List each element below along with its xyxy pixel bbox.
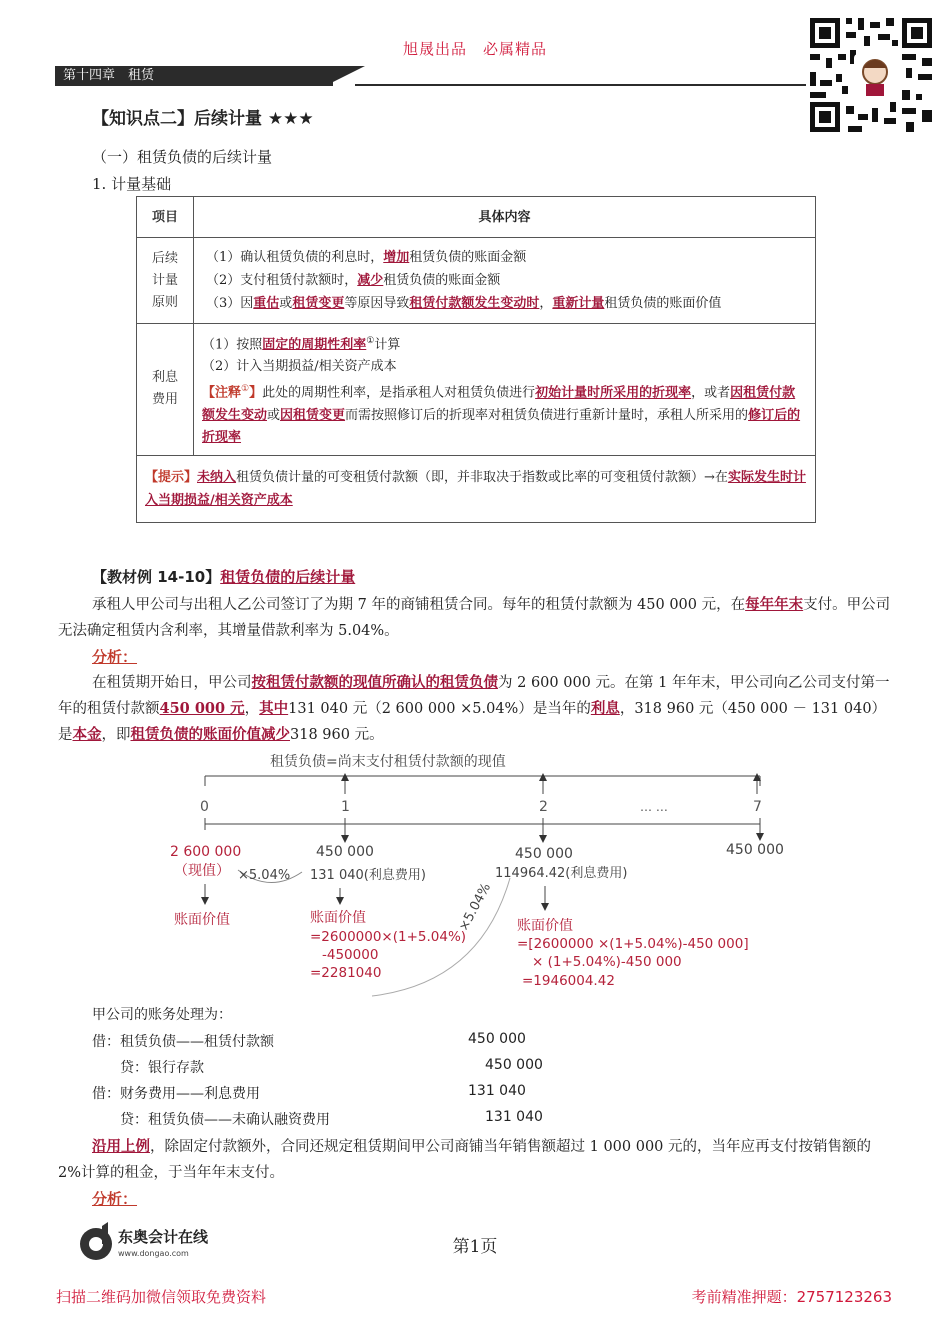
journal-entry-2: 贷：银行存款 xyxy=(120,1060,204,1076)
logo-url: www.dongao.com xyxy=(118,1249,189,1258)
header-slogan: 旭晟出品 必属精品 xyxy=(402,40,547,58)
row-content-principle xyxy=(194,238,816,324)
payment-year-7: 450 000 xyxy=(726,842,784,858)
lease-liability-timeline xyxy=(150,748,810,1000)
rate-label-2: ×5.04% xyxy=(456,880,495,934)
interest-line-2: （2）计入当期损益/相关资产成本 xyxy=(202,359,397,375)
measurement-basis-table xyxy=(136,196,816,523)
example-title: 【教材例 14-10】租赁负债的后续计量 xyxy=(92,568,356,586)
journal-amount-2: 450 000 xyxy=(485,1057,543,1073)
journal-amount-4: 131 040 xyxy=(485,1109,543,1125)
payment-year-2: 450 000 xyxy=(515,846,573,862)
journal-amount-3: 131 040 xyxy=(468,1083,526,1099)
journal-entry-4: 贷：租赁负债——未确认融资费用 xyxy=(120,1112,330,1128)
book-value-2-line-2: × (1+5.04%)-450 000 xyxy=(532,954,682,970)
tip-content: 【提示】未纳入租赁负债计量的可变租赁付款额（即，并非取决于指数或比率的可变租赁付款额）→在实际发生时计入当期损益/相关资产成本 xyxy=(137,455,816,522)
rate-label-1: ×5.04% xyxy=(238,868,291,883)
journal-amount-1: 450 000 xyxy=(468,1031,526,1047)
journal-intro: 甲公司的账务处理为： xyxy=(92,1007,232,1023)
principle-line-2: （2）支付租赁付款额时，减少租赁负债的账面金额 xyxy=(206,273,501,288)
book-value-1-line-2: -450000 xyxy=(322,947,379,963)
book-value-2-line-3: =1946004.42 xyxy=(522,973,615,989)
row-content-interest xyxy=(194,324,816,456)
table-row xyxy=(137,324,816,456)
book-value-1-title: 账面价值 xyxy=(310,910,366,926)
present-value: 2 600 000 xyxy=(170,844,242,860)
chapter-bar-line xyxy=(355,84,807,86)
chapter-bar-wedge xyxy=(325,66,365,86)
analysis-label: 分析： xyxy=(92,648,138,666)
page-number: 第1页 xyxy=(452,1237,498,1257)
timeline-top-label: 租赁负债=尚末支付租赁付款额的现值 xyxy=(270,754,506,770)
knowledge-point-title: 【知识点二】后续计量 ★★★ xyxy=(92,109,314,129)
footer-contact: 考前精准押题：2757123263 xyxy=(691,1288,892,1306)
logo-name: 东奥会计在线 xyxy=(118,1228,209,1246)
journal-entry-1: 借：租赁负债——租赁付款额 xyxy=(92,1034,274,1050)
interest-line-1: （1）按照固定的周期性利率①计算 xyxy=(202,336,401,353)
followup-paragraph: 沿用上例，除固定付款额外，合同还规定租赁期间甲公司商铺当年销售额超过 1 000 000 元的，当年应再支付按销售额的 2%计算的租金，于当年年末支付。 xyxy=(58,1138,872,1181)
table-row-tip xyxy=(137,455,816,522)
principle-line-1: （1）确认租赁负债的利息时，增加租赁负债的账面金额 xyxy=(206,250,527,265)
book-value-2-line-1: =[2600000 ×(1+5.04%)-450 000] xyxy=(517,936,749,952)
tick-label-1: 1 xyxy=(341,799,350,815)
table-header-row xyxy=(137,197,816,238)
payment-year-1: 450 000 xyxy=(316,844,374,860)
followup-analysis-label: 分析： xyxy=(92,1190,138,1208)
tick-label-2: 2 xyxy=(539,799,548,815)
row-label-principle: 后续计量原则 xyxy=(137,238,194,324)
tick-label-dots: … … xyxy=(640,800,668,814)
table-row xyxy=(137,238,816,324)
interest-note: 【注释①】此处的周期性利率，是指承租人对租赁负债进行初始计量时所采用的折现率，或者因租赁付款额发生变动或因租赁变更而需按照修订后的折现率对租赁负债进行重新计量时，承租人所采用的修订后的折现率 xyxy=(202,384,801,445)
interest-year-1: 131 040(利息费用) xyxy=(310,868,426,883)
qr-code xyxy=(806,14,936,136)
tick-label-0: 0 xyxy=(200,799,209,815)
subsection-heading: （一）租赁负债的后续计量 xyxy=(92,148,273,166)
table-header-item: 项目 xyxy=(137,197,194,238)
example-paragraph-2: 在租赁期开始日，甲公司按租赁付款额的现值所确认的租赁负债为 2 600 000 元。在第 1 年年末，甲公司向乙公司支付第一年的租赁付款额450 000 元，其中131 040 元（2 600 000 ×5.04%）是当年的利息，318 960 元（450 000 － 131 040）是本金，即租赁负债的账面价值减少318 960 元。 xyxy=(58,674,890,743)
footer-qr-promo: 扫描二维码加微信领取免费资料 xyxy=(56,1288,267,1306)
example-paragraph-1: 承租人甲公司与出租人乙公司签订了为期 7 年的商铺租赁合同。每年的租赁付款额为 450 000 元，在每年年末支付。甲公司无法确定租赁内含利率，其增量借款利率为 5.04%。 xyxy=(58,596,891,639)
subsubsection-heading: 1. 计量基础 xyxy=(92,175,172,193)
present-value-note: （现值） xyxy=(174,863,230,879)
book-value-2-title: 账面价值 xyxy=(517,918,573,934)
tick-label-7: 7 xyxy=(753,799,762,815)
book-value-1-line-1: =2600000×(1+5.04%) xyxy=(310,929,467,945)
chapter-title: 第十四章 租赁 xyxy=(55,66,333,86)
row-label-interest: 利息费用 xyxy=(137,324,194,456)
principle-line-3: （3）因重估或租赁变更等原因导致租赁付款额发生变动时，重新计量租赁负债的账面价值 xyxy=(206,296,722,311)
book-value-1-line-3: =2281040 xyxy=(310,965,382,981)
book-value-0: 账面价值 xyxy=(174,912,230,928)
journal-entry-3: 借：财务费用——利息费用 xyxy=(92,1086,260,1102)
table-header-content: 具体内容 xyxy=(194,197,816,238)
chapter-bar xyxy=(55,66,807,86)
interest-year-2: 114964.42(利息费用) xyxy=(495,866,628,881)
